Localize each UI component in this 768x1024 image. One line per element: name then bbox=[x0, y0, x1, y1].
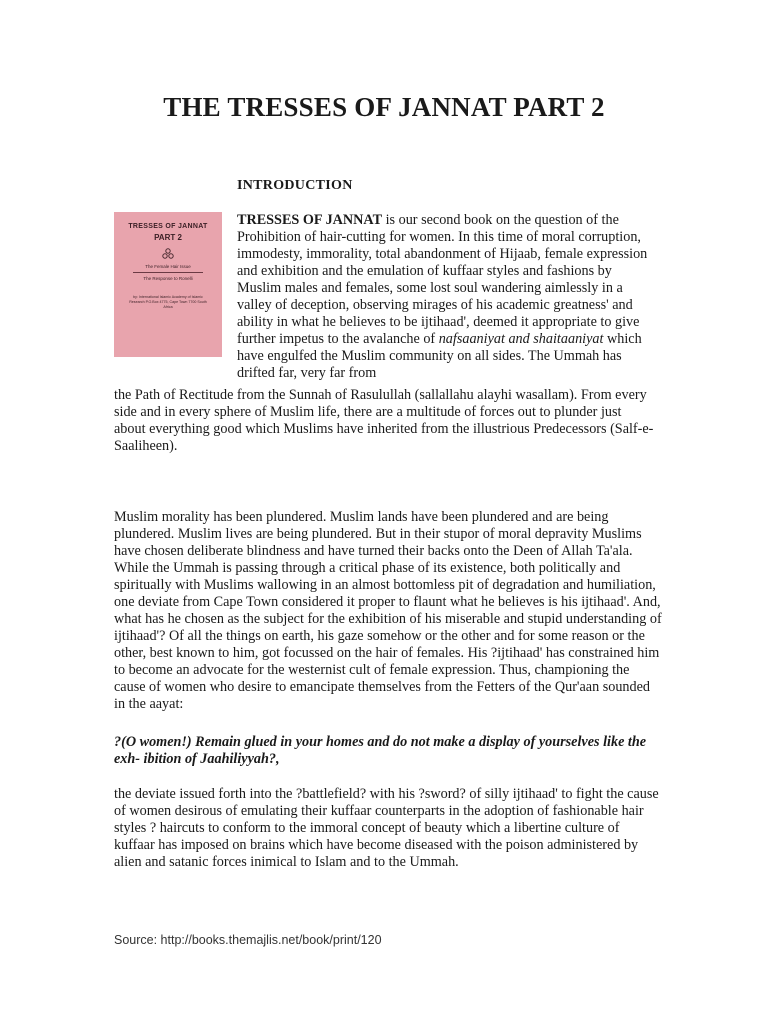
book-cover-image bbox=[114, 212, 222, 357]
cover-title: TRESSES OF JANNAT bbox=[128, 223, 208, 230]
source-citation: Source: http://books.themajlis.net/book/print/120 bbox=[114, 933, 382, 947]
cover-subtitle: The Female Hair Issue bbox=[145, 264, 191, 269]
intro-italic-phrase: nafsaaniyat and shaitaaniyat bbox=[438, 331, 604, 347]
cover-divider bbox=[133, 272, 203, 273]
book-title-bold: TRESSES OF JANNAT bbox=[237, 212, 383, 228]
intro-paragraph-continuation: the Path of Rectitude from the Sunnah of Rasulullah (sallallahu alayhi wasallam). From every side and in every sphere of Muslim life, there are a multitude of forces out to plunder just about everything good which Muslims have inherited from the illustrious Predecessors (Salf-e-Saaliheen). bbox=[114, 387, 654, 454]
section-heading-introduction: INTRODUCTION bbox=[237, 178, 353, 193]
body-paragraph-3: the deviate issued forth into the ?battlefield? with his ?sword? of silly ijtihaad' to fight the cause of women desirous of emulating their kuffaar counterparts in the adoption of fashionable hair styles ? haircuts to conform to the immoral concept of beauty which a libertine culture of kuffaar has imposed on brains which have become diseased with the poison administered by alien and satanic forces inimical to Islam and to the Ummah. bbox=[114, 786, 659, 870]
cover-emblem-icon bbox=[161, 248, 175, 260]
intro-text-part2: which have engulfed the Muslim community on all sides. The Ummah has drifted far, very far from bbox=[237, 331, 642, 381]
cover-subtitle-2: The Response to Ronelli bbox=[143, 276, 193, 281]
body-paragraph-2: Muslim morality has been plundered. Muslim lands have been plundered and are being plundered. Muslim lives are being plundered. But in their stupor of moral depravity Muslims have chosen deliberate blindness and have turned their backs onto the Deen of Allah Ta'ala. While the Ummah is passing through a critical phase of its existence, both politically and spiritually with Muslims wallowing in an almost bottomless pit of degradation and humiliation, one deviate from Cape Town considered it proper to flaunt what he believes is his ijtihaad'. And, what has he chosen as the subject for the exhibition of his miserable and stupid understanding of ijtihaad'? Of all the things on earth, his gaze somehow or the other and for some reason or the other, best known to him, got focussed on the hair of females. His ?ijtihaad' has constrained him to become an advocate for the westernist cult of female expression. Thus, championing the cause of women who desire to emancipate themselves from the Fetters of the Qur'aan sounded in the aayat: bbox=[114, 509, 662, 712]
page-title: THE TRESSES OF JANNAT PART 2 bbox=[163, 92, 605, 122]
cover-publisher: by: International Islamic Academy of Islamic Research P.O.Box 4775, Cape Town 7700 South Africa bbox=[129, 295, 207, 309]
quran-quote: ?(O women!) Remain glued in your homes and do not make a display of yourselves like the exh- ibition of Jaahiliyyah?, bbox=[114, 734, 647, 767]
cover-part: PART 2 bbox=[154, 233, 182, 242]
intro-paragraph bbox=[237, 212, 657, 382]
intro-text-part1: is our second book on the question of the Prohibition of hair-cutting for women. In this time of moral corruption, immodesty, immorality, total abandonment of Hijaab, female expression and exhibition and the emulation of kuffaar styles and fashions by Muslim males and females, some lost soul wandering aimlessly in a valley of deception, observing mirages of his academic greatness' and ability in what he believes to be ijtihaad', deemed it appropriate to give further impetus to the avalanche of bbox=[237, 212, 648, 347]
